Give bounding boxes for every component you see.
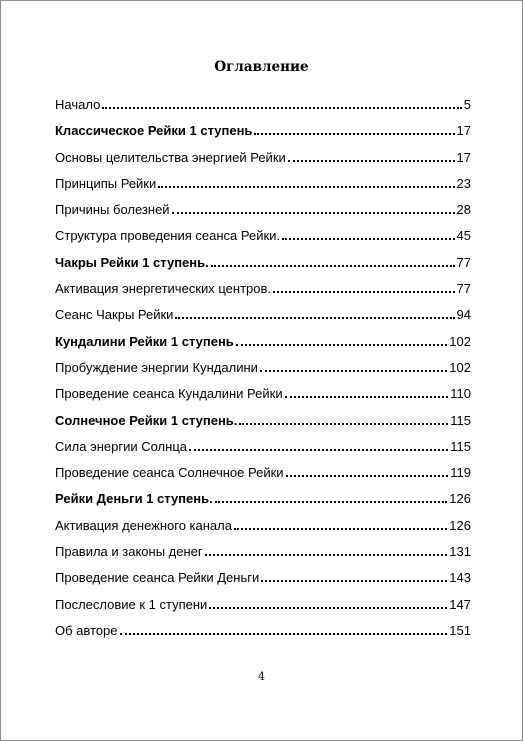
toc-entry-page: 102 [449, 359, 471, 375]
toc-entry-page: 110 [450, 386, 471, 402]
toc-entry-page: 151 [449, 622, 471, 638]
toc-entry-title: Об авторе [55, 622, 118, 638]
dot-leader [158, 178, 454, 188]
toc-entry [55, 171, 471, 197]
toc-entry [55, 118, 471, 144]
dot-leader [205, 546, 448, 556]
toc-entry [55, 329, 471, 355]
toc-entry-title: Основы целительства энергией Рейки [55, 149, 286, 165]
dot-leader [282, 230, 455, 240]
toc-entry-page: 28 [456, 202, 471, 218]
toc-entry-page: 126 [449, 491, 471, 507]
toc-entry-page: 45 [456, 228, 471, 244]
toc-entry-page: 126 [449, 517, 471, 533]
toc-entry [55, 197, 471, 223]
toc-entry-title: Правила и законы денег [55, 544, 203, 560]
toc-entry-title: Послесловие к 1 ступени [55, 596, 208, 612]
toc-entry-page: 17 [456, 149, 471, 165]
dot-leader [189, 441, 448, 451]
toc-entry-page: 147 [449, 596, 471, 612]
toc-entry [55, 408, 471, 434]
dot-leader [286, 467, 449, 477]
toc-entry-title: Пробуждение энергии Кундалини [55, 359, 258, 375]
page-number: 4 [258, 670, 265, 683]
toc-entry [55, 460, 471, 486]
toc-entry-page: 102 [449, 333, 471, 349]
toc-entry [55, 434, 471, 460]
toc-entry [55, 618, 471, 644]
toc-entry [55, 592, 471, 618]
dot-leader [236, 336, 447, 346]
toc-entry [55, 92, 471, 118]
dot-leader [172, 204, 455, 214]
dot-leader [215, 493, 448, 503]
dot-leader [254, 125, 454, 135]
toc-entry [55, 381, 471, 407]
toc-entry-page: 94 [456, 307, 471, 323]
toc-entry-title: Проведение сеанса Кундалини Рейки [55, 386, 283, 402]
toc-entry-page: 17 [456, 123, 471, 139]
toc-entry-title: Сеанс Чакры Рейки [55, 307, 174, 323]
toc-entry-page: 23 [456, 175, 471, 191]
dot-leader [260, 362, 447, 372]
toc-entry [55, 513, 471, 539]
toc-entry-title: Активация денежного канала [55, 517, 232, 533]
dot-leader [211, 257, 455, 267]
dot-leader [288, 152, 455, 162]
toc-heading: Оглавление [214, 59, 309, 75]
toc-entry-page: 115 [450, 438, 471, 454]
toc-entry-page: 115 [450, 412, 471, 428]
dot-leader [234, 520, 447, 530]
dot-leader [175, 309, 454, 319]
toc-entry-title: Солнечное Рейки 1 ступень. [55, 412, 238, 428]
toc-entry-title: Причины болезней [55, 202, 170, 218]
dot-leader [239, 415, 448, 425]
toc-entry [55, 539, 471, 565]
toc-entry-title: Проведение сеанса Солнечное Рейки [55, 465, 284, 481]
toc-entry-page: 77 [456, 281, 471, 297]
toc-entry [55, 276, 471, 302]
dot-leader [273, 283, 455, 293]
toc-entry-page: 119 [450, 465, 471, 481]
dot-leader [102, 99, 461, 109]
toc-entry [55, 486, 471, 512]
toc-entry-title: Принципы Рейки [55, 175, 157, 191]
toc-entry-title: Кундалини Рейки 1 ступень [55, 333, 234, 349]
toc-entry-title: Проведение сеанса Рейки Деньги [55, 570, 260, 586]
toc-entry [55, 145, 471, 171]
toc-entry-title: Активация энергетических центров. [55, 281, 272, 297]
table-of-contents [55, 92, 471, 644]
toc-entry [55, 250, 471, 276]
toc-entry-page: 5 [463, 97, 471, 112]
toc-entry [55, 565, 471, 591]
toc-entry-title: Рейки Деньги 1 ступень. [55, 491, 213, 507]
dot-leader [209, 599, 447, 609]
toc-entry-title: Сила энергии Солнца [55, 438, 187, 454]
toc-entry-page: 77 [456, 254, 471, 270]
toc-entry-title: Чакры Рейки 1 ступень. [55, 254, 209, 270]
toc-entry-title: Классическое Рейки 1 ступень [55, 123, 253, 139]
toc-entry [55, 355, 471, 381]
toc-entry [55, 223, 471, 249]
dot-leader [261, 572, 447, 582]
toc-entry-title: Начало [55, 97, 101, 112]
toc-entry [55, 302, 471, 328]
toc-entry-page: 131 [449, 544, 471, 560]
toc-entry-page: 143 [449, 570, 471, 586]
dot-leader [120, 625, 448, 635]
toc-entry-title: Структура проведения сеанса Рейки. [55, 228, 281, 244]
dot-leader [285, 388, 449, 398]
